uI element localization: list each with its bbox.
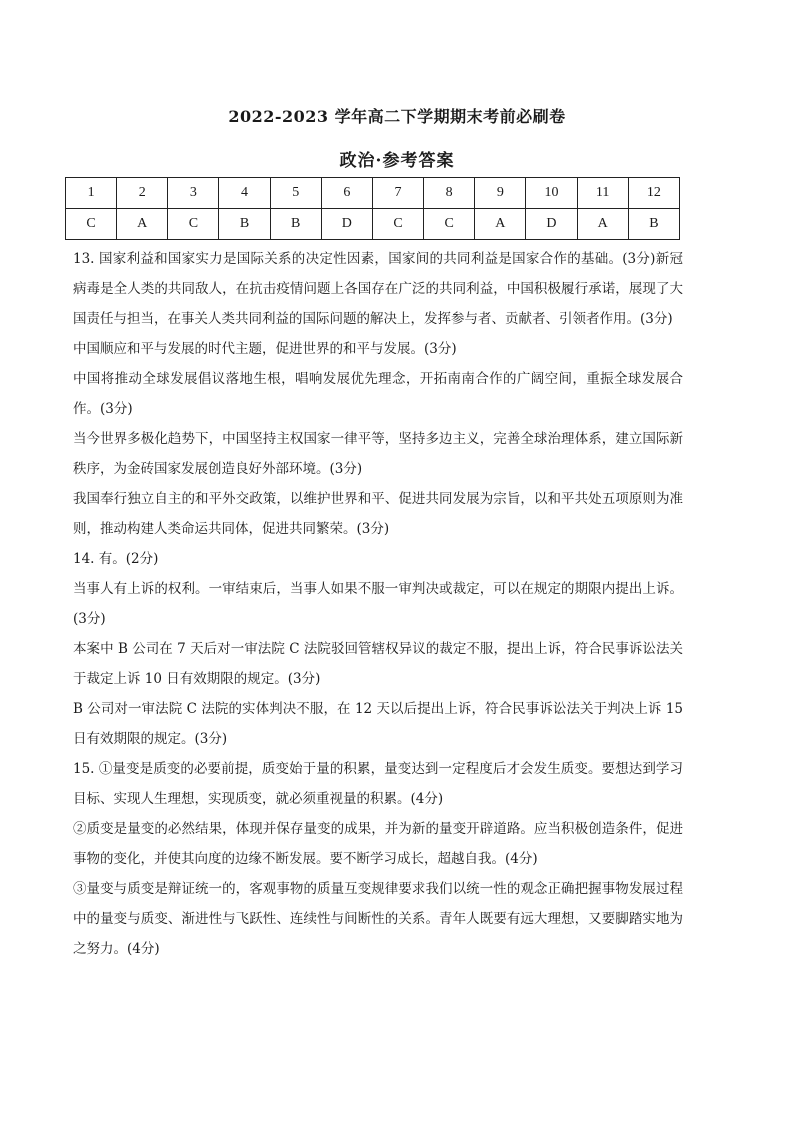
question-number-cell: 4 [219, 178, 270, 209]
answer-cell: C [168, 209, 219, 240]
answer-cell: C [372, 209, 423, 240]
question-number-cell: 9 [475, 178, 526, 209]
q15-point-1: 15. ①量变是质变的必要前提，质变始于量的积累，量变达到一定程度后才会发生质变。要想达到学习目标、实现人生理想，实现质变，就必须重视量的积累。(4分) [73, 761, 683, 807]
answer-cell: B [628, 209, 679, 240]
question-number-cell: 6 [321, 178, 372, 209]
q15-point-2: ②质变是量变的必然结果，体现并保存量变的成果，并为新的量变开辟道路。应当积极创造条件，促进事物的变化，并使其向度的边缘不断发展。要不断学习成长，超越自我。(4分) [73, 821, 683, 867]
answer-cell: B [219, 209, 270, 240]
question-number-row [66, 178, 680, 209]
answer-cell: A [475, 209, 526, 240]
answer-cell: C [66, 209, 117, 240]
answer-cell: D [321, 209, 372, 240]
q15-point-3: ③量变与质变是辩证统一的，客观事物的质量互变规律要求我们以统一性的观念正确把握事物发展过程中的量变与质变、渐进性与飞跃性、连续性与间断性的关系。青年人既要有远大理想，又要脚踏实地为之努力。(4分) [73, 881, 683, 957]
question-number-cell: 11 [577, 178, 628, 209]
answer-cell: B [270, 209, 321, 240]
q13-answer: 13. 国家利益和国家实力是国际关系的决定性因素，国家间的共同利益是国家合作的基础。(3分)新冠病毒是全人类的共同敌人，在抗击疫情问题上各国存在广泛的共同利益，中国积极履行承诺，展现了大国责任与担当，在事关人类共同利益的国际问题的解决上，发挥参与者、贡献者、引领者作用。(3分) [73, 251, 683, 327]
question-number-cell: 12 [628, 178, 679, 209]
answer-cell: A [577, 209, 628, 240]
answer-key-row [66, 209, 680, 240]
q13-point-peace-development: 中国顺应和平与发展的时代主题，促进世界的和平与发展。(3分) [73, 341, 457, 357]
page-title: 2022-2023 学年高二下学期期末考前必刷卷 [228, 107, 566, 126]
q14-point-judgment-appeal: B 公司对一审法院 C 法院的实体判决不服，在 12 天以后提出上诉，符合民事诉讼法关于判决上诉 15 日有效期限的规定。(3分) [73, 701, 683, 747]
q13-point-global-development: 中国将推动全球发展倡议落地生根，唱响发展优先理念，开拓南南合作的广阔空间，重振全球发展合作。(3分) [73, 371, 683, 417]
question-number-cell: 8 [424, 178, 475, 209]
q13-point-foreign-policy: 我国奉行独立自主的和平外交政策，以维护世界和平、促进共同发展为宗旨，以和平共处五项原则为准则，推动构建人类命运共同体，促进共同繁荣。(3分) [73, 491, 683, 537]
question-number-cell: 7 [372, 178, 423, 209]
answer-explanations [73, 244, 683, 964]
question-number-cell: 5 [270, 178, 321, 209]
q14-answer: 14. 有。(2分) [73, 551, 159, 567]
question-number-cell: 10 [526, 178, 577, 209]
question-number-cell: 2 [117, 178, 168, 209]
answer-cell: C [424, 209, 475, 240]
answer-cell: D [526, 209, 577, 240]
page-subtitle: 政治·参考答案 [339, 151, 455, 171]
answer-table [65, 177, 680, 240]
q14-point-right-to-appeal: 当事人有上诉的权利。一审结束后，当事人如果不服一审判决或裁定，可以在规定的期限内提出上诉。(3分) [73, 581, 683, 627]
q13-point-multipolarity: 当今世界多极化趋势下，中国坚持主权国家一律平等，坚持多边主义，完善全球治理体系，建立国际新秩序，为金砖国家发展创造良好外部环境。(3分) [73, 431, 683, 477]
question-number-cell: 3 [168, 178, 219, 209]
q14-point-ruling-appeal: 本案中 B 公司在 7 天后对一审法院 C 法院驳回管辖权异议的裁定不服，提出上诉，符合民事诉讼法关于裁定上诉 10 日有效期限的规定。(3分) [73, 641, 683, 687]
answer-cell: A [117, 209, 168, 240]
question-number-cell: 1 [66, 178, 117, 209]
